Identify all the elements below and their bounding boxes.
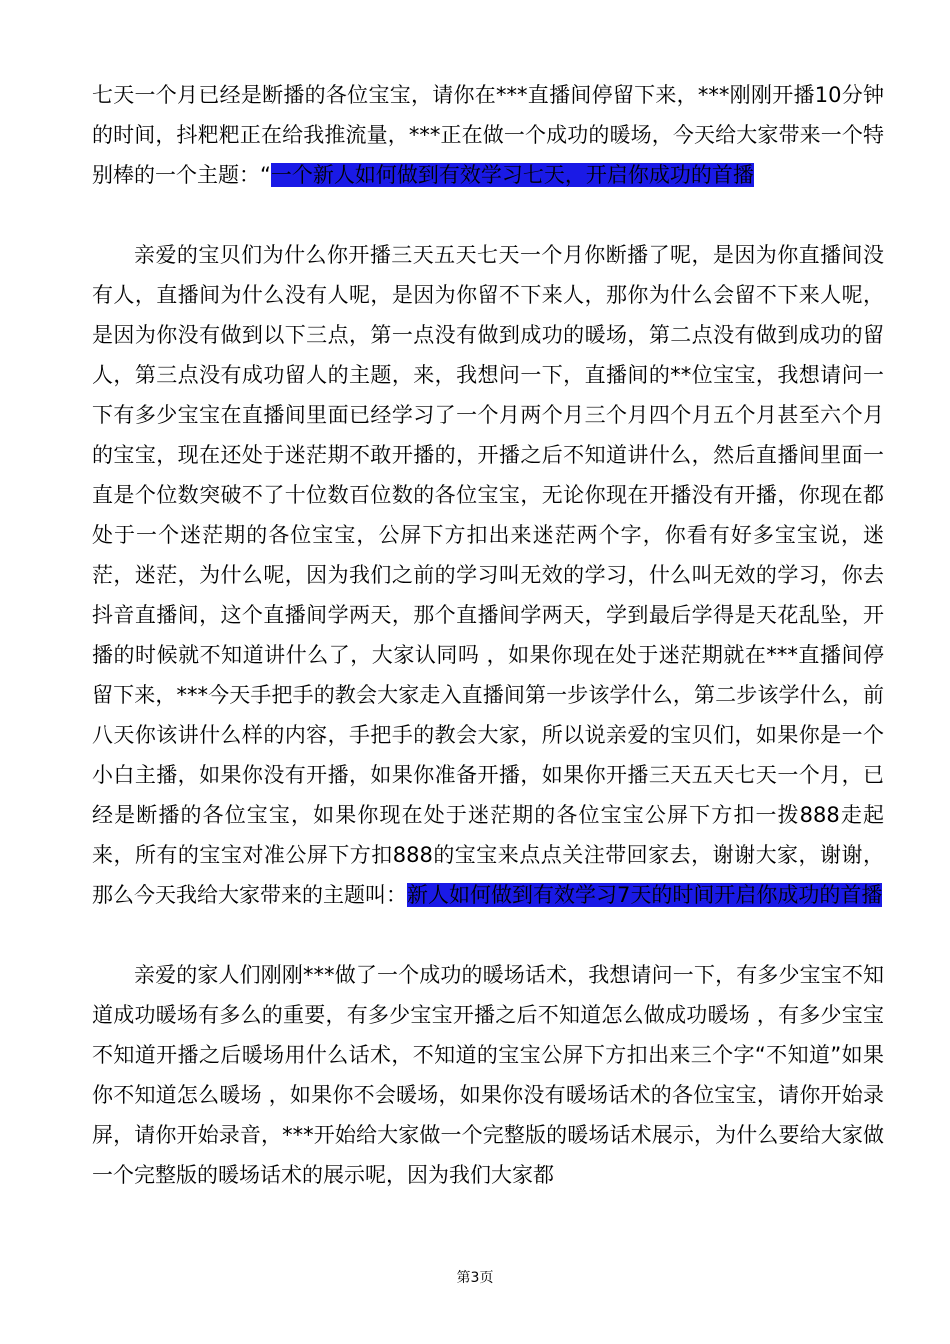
paragraph-2 [92,235,884,915]
paragraph-1 [92,75,884,195]
paragraph-2-highlight: 新人如何做到有效学习7天的时间开启你成功的首播 [407,883,883,907]
paragraph-1-highlight: 一个新人如何做到有效学习七天，开启你成功的首播 [270,163,754,187]
paragraph-2-text: 亲爱的宝贝们为什么你开播三天五天七天一个月你断播了呢，是因为你直播间没有人，直播间为什么没有人呢，是因为你留不下来人，那你为什么会留不下来人呢，是因为你没有做到以下三点，第一点没有做到成功的暖场，第二点没有做到成功的留人，第三点没有成功留人的主题，来，我想问一下，直播间的**位宝宝，我想请问一下有多少宝宝在直播间里面已经学习了一个月两个月三个月四个月五个月甚至六个月的宝宝，现在还处于迷茫期不敢开播的，开播之后不知道讲什么，然后直播间里面一直是个位数突破不了十位数百位数的各位宝宝，无论你现在开播没有开播，你现在都处于一个迷茫期的各位宝宝，公屏下方扣出来迷茫两个字，你看有好多宝宝说，迷茫，迷茫，为什么呢，因为我们之前的学习叫无效的学习，什么叫无效的学习，你去抖音直播间，这个直播间学两天，那个直播间学两天，学到最后学得是天花乱坠，开播的时候就不知道讲什么了，大家认同吗 ，如果你现在处于迷茫期就在***直播间停留下来，***今天手把手的教会大家走入直播间第一步该学什么，第二步该学什么，前八天你该讲什么样的内容，手把手的教会大家，所以说亲爱的宝贝们，如果你是一个小白主播，如果你没有开播，如果你准备开播，如果你开播三天五天七天一个月，已经是断播的各位宝宝，如果你现在处于迷茫期的各位宝宝公屏下方扣一拨888走起来，所有的宝宝对准公屏下方扣888的宝宝来点点关注带回家去，谢谢大家，谢谢，那么今天我给大家带来的主题叫： [92,243,884,907]
paragraph-3-text: 亲爱的家人们刚刚***做了一个成功的暖场话术，我想请问一下，有多少宝宝不知道成功暖场有多么的重要，有多少宝宝开播之后不知道怎么做成功暖场 ，有多少宝宝不知道开播之后暖场用什么话术，不知道的宝宝公屏下方扣出来三个字“不知道”如果你不知道怎么暖场 ，如果你不会暖场，如果你没有暖场话术的各位宝宝，请你开始录屏，请你开始录音，***开始给大家做一个完整版的暖场话术展示，为什么要给大家做一个完整版的暖场话术的展示呢，因为我们大家都 [92,963,885,1187]
paragraph-1-text: 七天一个月已经是断播的各位宝宝，请你在***直播间停留下来，***刚刚开播10分钟的时间，抖粑粑正在给我推流量，***正在做一个成功的暖场，今天给大家带来一个特别棒的一个主题：“ [92,83,884,187]
paragraph-3 [92,955,884,1195]
document-body [92,75,884,1195]
page-number: 第3页 [456,1270,494,1286]
